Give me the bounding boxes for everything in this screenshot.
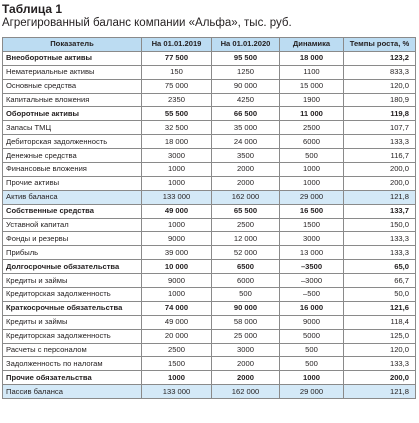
table-caption-subtitle: Агрегированный баланс компании «Альфа», тыс. руб.: [2, 17, 292, 29]
value-2019-cell: 1000: [142, 288, 212, 302]
value-2020-cell: 2000: [212, 176, 280, 190]
value-2020-cell: 12 000: [212, 232, 280, 246]
dynamics-cell: 1000: [280, 371, 344, 385]
value-2020-cell: 3000: [212, 343, 280, 357]
value-2020-cell: 90 000: [212, 301, 280, 315]
table-row: [3, 274, 416, 288]
growth-rate-cell: 150,0: [344, 218, 416, 232]
growth-rate-cell: 200,0: [344, 176, 416, 190]
indicator-cell: Прочие активы: [3, 176, 142, 190]
growth-rate-cell: 119,8: [344, 107, 416, 121]
table-row: [3, 107, 416, 121]
value-2020-cell: 2000: [212, 371, 280, 385]
growth-rate-cell: 125,0: [344, 329, 416, 343]
table-row: [3, 204, 416, 218]
header-dynamics: Динамика: [280, 38, 344, 52]
indicator-cell: Денежные средства: [3, 149, 142, 163]
indicator-cell: Нематериальные активы: [3, 65, 142, 79]
value-2019-cell: 39 000: [142, 246, 212, 260]
dynamics-cell: 1100: [280, 65, 344, 79]
dynamics-cell: 11 000: [280, 107, 344, 121]
growth-rate-cell: 107,7: [344, 121, 416, 135]
indicator-cell: Долгосрочные обязательства: [3, 260, 142, 274]
growth-rate-cell: 180,9: [344, 93, 416, 107]
header-2019: На 01.01.2019: [142, 38, 212, 52]
value-2020-cell: 4250: [212, 93, 280, 107]
value-2019-cell: 1000: [142, 371, 212, 385]
value-2019-cell: 9000: [142, 232, 212, 246]
value-2019-cell: 74 000: [142, 301, 212, 315]
table-row: [3, 288, 416, 302]
indicator-cell: Расчеты с персоналом: [3, 343, 142, 357]
growth-rate-cell: 121,8: [344, 190, 416, 204]
value-2020-cell: 2000: [212, 163, 280, 177]
dynamics-cell: 29 000: [280, 190, 344, 204]
table-body: [3, 51, 416, 398]
dynamics-cell: 1900: [280, 93, 344, 107]
indicator-cell: Основные средства: [3, 79, 142, 93]
value-2020-cell: 24 000: [212, 135, 280, 149]
value-2020-cell: 162 000: [212, 385, 280, 399]
dynamics-cell: 3000: [280, 232, 344, 246]
indicator-cell: Капитальные вложения: [3, 93, 142, 107]
value-2019-cell: 133 000: [142, 385, 212, 399]
value-2020-cell: 65 500: [212, 204, 280, 218]
value-2019-cell: 3000: [142, 149, 212, 163]
indicator-cell: Оборотные активы: [3, 107, 142, 121]
growth-rate-cell: 200,0: [344, 371, 416, 385]
table-row: [3, 121, 416, 135]
table-row: [3, 315, 416, 329]
dynamics-cell: 13 000: [280, 246, 344, 260]
value-2019-cell: 18 000: [142, 135, 212, 149]
growth-rate-cell: 120,0: [344, 343, 416, 357]
value-2019-cell: 1500: [142, 357, 212, 371]
value-2019-cell: 55 500: [142, 107, 212, 121]
table-row: [3, 135, 416, 149]
value-2020-cell: 90 000: [212, 79, 280, 93]
indicator-cell: Собственные средства: [3, 204, 142, 218]
indicator-cell: Финансовые вложения: [3, 163, 142, 177]
indicator-cell: Фонды и резервы: [3, 232, 142, 246]
dynamics-cell: 500: [280, 357, 344, 371]
value-2020-cell: 3500: [212, 149, 280, 163]
dynamics-cell: 6000: [280, 135, 344, 149]
indicator-cell: Краткосрочные обязательства: [3, 301, 142, 315]
indicator-cell: Прочие обязательства: [3, 371, 142, 385]
table-row: [3, 176, 416, 190]
growth-rate-cell: 66,7: [344, 274, 416, 288]
dynamics-cell: 18 000: [280, 51, 344, 65]
balance-table: [2, 37, 416, 399]
table-row: [3, 149, 416, 163]
growth-rate-cell: 133,3: [344, 232, 416, 246]
value-2019-cell: 1000: [142, 176, 212, 190]
indicator-cell: Внеоборотные активы: [3, 51, 142, 65]
dynamics-cell: 9000: [280, 315, 344, 329]
growth-rate-cell: 121,6: [344, 301, 416, 315]
value-2019-cell: 49 000: [142, 204, 212, 218]
value-2019-cell: 32 500: [142, 121, 212, 135]
value-2020-cell: 2500: [212, 218, 280, 232]
dynamics-cell: 2500: [280, 121, 344, 135]
table-row: [3, 357, 416, 371]
table-row: [3, 65, 416, 79]
dynamics-cell: 15 000: [280, 79, 344, 93]
value-2020-cell: 66 500: [212, 107, 280, 121]
growth-rate-cell: 133,3: [344, 357, 416, 371]
table-row: [3, 343, 416, 357]
value-2020-cell: 6500: [212, 260, 280, 274]
dynamics-cell: 1500: [280, 218, 344, 232]
value-2020-cell: 6000: [212, 274, 280, 288]
value-2019-cell: 2350: [142, 93, 212, 107]
dynamics-cell: 16 000: [280, 301, 344, 315]
dynamics-cell: 29 000: [280, 385, 344, 399]
value-2020-cell: 52 000: [212, 246, 280, 260]
value-2019-cell: 49 000: [142, 315, 212, 329]
value-2020-cell: 2000: [212, 357, 280, 371]
table-row: [3, 260, 416, 274]
growth-rate-cell: 121,8: [344, 385, 416, 399]
growth-rate-cell: 120,0: [344, 79, 416, 93]
indicator-cell: Кредиторская задолженность: [3, 329, 142, 343]
table-row: [3, 246, 416, 260]
dynamics-cell: –3000: [280, 274, 344, 288]
dynamics-cell: 16 500: [280, 204, 344, 218]
value-2020-cell: 1250: [212, 65, 280, 79]
growth-rate-cell: 50,0: [344, 288, 416, 302]
dynamics-cell: 5000: [280, 329, 344, 343]
table-row: [3, 218, 416, 232]
value-2019-cell: 9000: [142, 274, 212, 288]
growth-rate-cell: 118,4: [344, 315, 416, 329]
dynamics-cell: 1000: [280, 176, 344, 190]
indicator-cell: Запасы ТМЦ: [3, 121, 142, 135]
value-2020-cell: 35 000: [212, 121, 280, 135]
dynamics-cell: –500: [280, 288, 344, 302]
growth-rate-cell: 65,0: [344, 260, 416, 274]
indicator-cell: Уставной капитал: [3, 218, 142, 232]
indicator-cell: Прибыль: [3, 246, 142, 260]
growth-rate-cell: 200,0: [344, 163, 416, 177]
indicator-cell: Кредиты и займы: [3, 274, 142, 288]
table-row: [3, 51, 416, 65]
indicator-cell: Пассив баланса: [3, 385, 142, 399]
dynamics-cell: 1000: [280, 163, 344, 177]
table-row: [3, 371, 416, 385]
indicator-cell: Кредиты и займы: [3, 315, 142, 329]
value-2019-cell: 20 000: [142, 329, 212, 343]
table-row: [3, 329, 416, 343]
indicator-cell: Актив баланса: [3, 190, 142, 204]
growth-rate-cell: 133,3: [344, 246, 416, 260]
value-2020-cell: 25 000: [212, 329, 280, 343]
value-2019-cell: 77 500: [142, 51, 212, 65]
indicator-cell: Кредиторская задолженность: [3, 288, 142, 302]
value-2020-cell: 162 000: [212, 190, 280, 204]
value-2020-cell: 58 000: [212, 315, 280, 329]
growth-rate-cell: 133,3: [344, 135, 416, 149]
growth-rate-cell: 123,2: [344, 51, 416, 65]
indicator-cell: Дебиторская задолженность: [3, 135, 142, 149]
value-2019-cell: 2500: [142, 343, 212, 357]
table-row: [3, 190, 416, 204]
table-row: [3, 385, 416, 399]
value-2019-cell: 75 000: [142, 79, 212, 93]
value-2019-cell: 10 000: [142, 260, 212, 274]
header-2020: На 01.01.2020: [212, 38, 280, 52]
table-row: [3, 93, 416, 107]
header-indicator: Показатель: [3, 38, 142, 52]
value-2020-cell: 95 500: [212, 51, 280, 65]
value-2019-cell: 1000: [142, 163, 212, 177]
dynamics-cell: 500: [280, 149, 344, 163]
growth-rate-cell: 833,3: [344, 65, 416, 79]
table-header-row: [3, 38, 416, 52]
value-2019-cell: 133 000: [142, 190, 212, 204]
indicator-cell: Задолженность по налогам: [3, 357, 142, 371]
value-2019-cell: 150: [142, 65, 212, 79]
table-row: [3, 79, 416, 93]
header-growth-rate: Темпы роста, %: [344, 38, 416, 52]
table-row: [3, 301, 416, 315]
table-row: [3, 232, 416, 246]
dynamics-cell: 500: [280, 343, 344, 357]
table-caption-title: Таблица 1: [2, 2, 63, 16]
growth-rate-cell: 116,7: [344, 149, 416, 163]
dynamics-cell: –3500: [280, 260, 344, 274]
growth-rate-cell: 133,7: [344, 204, 416, 218]
table-row: [3, 163, 416, 177]
value-2020-cell: 500: [212, 288, 280, 302]
value-2019-cell: 1000: [142, 218, 212, 232]
